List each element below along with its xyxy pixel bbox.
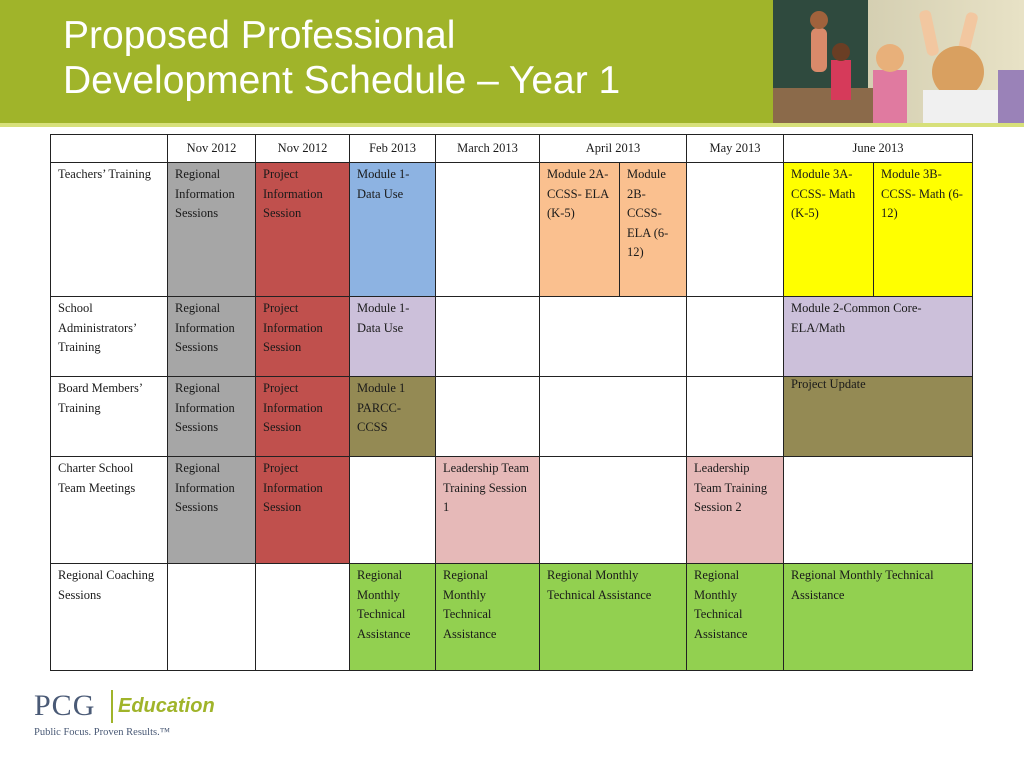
- title-line-2: Development Schedule – Year 1: [63, 59, 621, 102]
- table-cell: Regional Monthly Technical Assistance: [784, 564, 973, 671]
- table-cell: Module 2-Common Core- ELA/Math: [784, 297, 973, 377]
- table-cell: Project Update: [784, 377, 973, 457]
- table-cell: Regional Information Sessions: [168, 163, 256, 297]
- title-line-1: Proposed Professional: [63, 14, 456, 57]
- table-cell: Regional Information Sessions: [168, 457, 256, 564]
- schedule-table: [50, 134, 973, 671]
- table-row: [51, 297, 973, 377]
- row-label: School Administrators’ Training: [51, 297, 168, 377]
- logo-division: Education: [118, 695, 215, 717]
- row-label: Regional Coaching Sessions: [51, 564, 168, 671]
- table-cell: [436, 163, 540, 297]
- table-cell: [436, 377, 540, 457]
- table-row: [51, 564, 973, 671]
- table-row: [51, 457, 973, 564]
- table-cell: Module 2A-CCSS- ELA (K-5): [540, 163, 620, 297]
- header-cell-april-2013: April 2013: [540, 135, 687, 163]
- table-cell: Project Information Session: [256, 457, 350, 564]
- table-cell: Module 1- Data Use: [350, 297, 436, 377]
- table-cell: Leadership Team Training Session 1: [436, 457, 540, 564]
- logo-divider: [111, 690, 113, 723]
- table-cell: Project Information Session: [256, 163, 350, 297]
- table-cell: [687, 377, 784, 457]
- table-cell: Module 3A-CCSS- Math (K-5): [784, 163, 874, 297]
- table-cell: [540, 457, 687, 564]
- table-cell: Regional Information Sessions: [168, 377, 256, 457]
- table-cell: Regional Monthly Technical Assistance: [436, 564, 540, 671]
- header-cell-feb-2013: Feb 2013: [350, 135, 436, 163]
- table-cell: [540, 377, 687, 457]
- table-cell: Module 1 PARCC- CCSS: [350, 377, 436, 457]
- table-cell: Module 3B-CCSS- Math (6-12): [874, 163, 973, 297]
- table-cell: [540, 297, 687, 377]
- table-cell: [687, 163, 784, 297]
- header-row: [51, 135, 973, 163]
- table-cell: Regional Information Sessions: [168, 297, 256, 377]
- table-cell: Regional Monthly Technical Assistance: [540, 564, 687, 671]
- table-cell: [687, 297, 784, 377]
- header-cell-nov-2012-b: Nov 2012: [256, 135, 350, 163]
- table-cell: [436, 297, 540, 377]
- header-divider: [0, 123, 1024, 127]
- header-cell-june-2013: June 2013: [784, 135, 973, 163]
- table-cell: Leadership Team Training Session 2: [687, 457, 784, 564]
- header-cell-nov-2012-a: Nov 2012: [168, 135, 256, 163]
- logo-tagline: Public Focus. Proven Results.™: [34, 727, 171, 738]
- table-cell: [784, 457, 973, 564]
- header-cell-blank: [51, 135, 168, 163]
- table-row: [51, 163, 973, 297]
- table-cell: [256, 564, 350, 671]
- table-cell: Module 2B- CCSS- ELA (6-12): [620, 163, 687, 297]
- table-cell: [168, 564, 256, 671]
- logo-brand: PCG: [34, 689, 96, 722]
- table-cell: [350, 457, 436, 564]
- row-label: Teachers’ Training: [51, 163, 168, 297]
- slide-title: [63, 13, 763, 103]
- table-row: [51, 377, 973, 457]
- table-cell: Module 1- Data Use: [350, 163, 436, 297]
- table-cell: Regional Monthly Technical Assistance: [350, 564, 436, 671]
- table-cell: Project Information Session: [256, 297, 350, 377]
- table-cell: Project Information Session: [256, 377, 350, 457]
- header-cell-may-2013: May 2013: [687, 135, 784, 163]
- table-cell: Regional Monthly Technical Assistance: [687, 564, 784, 671]
- header-cell-march-2013: March 2013: [436, 135, 540, 163]
- classroom-photo: [773, 0, 1024, 123]
- row-label: Charter School Team Meetings: [51, 457, 168, 564]
- row-label: Board Members’ Training: [51, 377, 168, 457]
